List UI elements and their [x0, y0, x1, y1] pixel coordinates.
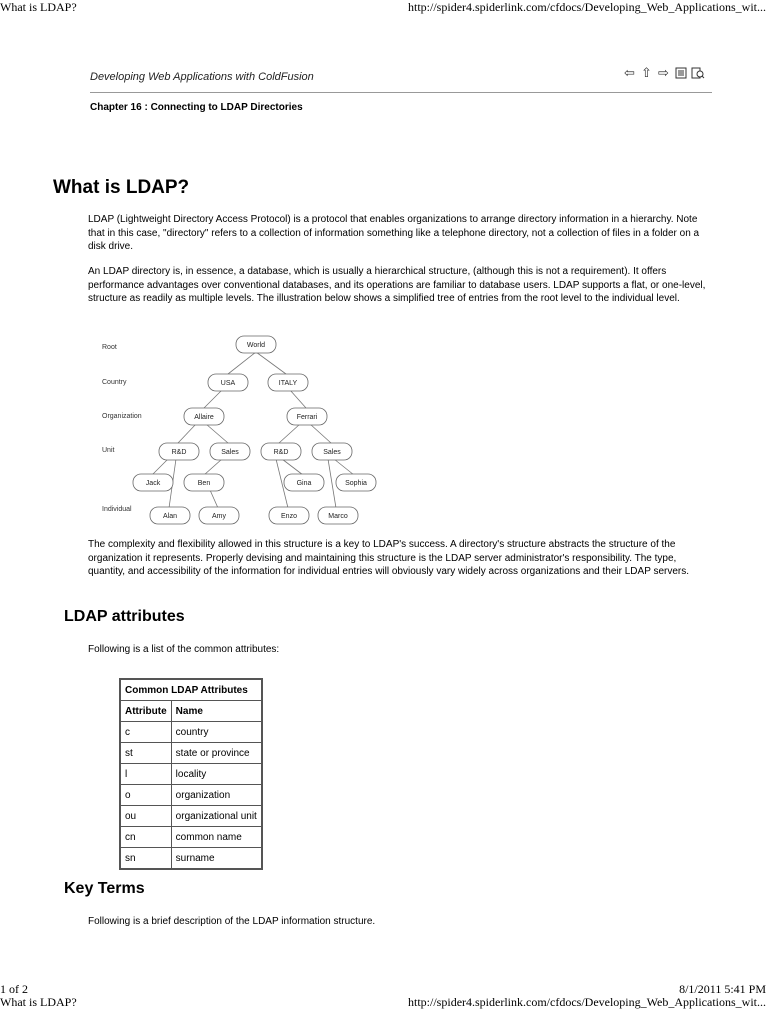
attr-cell: o	[120, 785, 171, 806]
name-cell: common name	[171, 827, 262, 848]
table-row	[120, 785, 262, 806]
node-rd-allaire: R&D	[171, 449, 187, 456]
next-arrow-icon[interactable]: ⇨	[658, 65, 669, 80]
print-footer-datetime: 8/1/2011 5:41 PM	[679, 982, 766, 996]
attr-cell: ou	[120, 806, 171, 827]
header-rule	[90, 92, 712, 93]
key-terms-heading: Key Terms	[64, 880, 145, 897]
attr-cell: c	[120, 722, 171, 743]
name-cell: state or province	[171, 743, 262, 764]
table-caption: Common LDAP Attributes	[120, 679, 262, 701]
node-ferrari: Ferrari	[296, 414, 318, 421]
attr-cell: st	[120, 743, 171, 764]
level-label-unit: Unit	[102, 447, 115, 454]
ldap-tree-diagram	[96, 330, 386, 530]
book-title: Developing Web Applications with ColdFusion	[90, 71, 314, 83]
print-footer-url: http://spider4.spiderlink.com/cfdocs/Developing_Web_Applications_wit...	[408, 995, 766, 1009]
node-world: World	[246, 342, 266, 349]
node-rd-ferrari: R&D	[273, 449, 289, 456]
print-footer-title: What is LDAP?	[0, 995, 77, 1009]
table-row	[120, 743, 262, 764]
name-cell: surname	[171, 848, 262, 870]
page-title: What is LDAP?	[53, 177, 190, 198]
node-amy: Amy	[212, 513, 226, 520]
col-header-attribute: Attribute	[120, 701, 171, 722]
directory-paragraph: An LDAP directory is, in essence, a database, which is usually a hierarchical structure, (although this is not a requirement). It offers performance advantages over conventional databases, and its operations are familiar to database users. LDAP supports a flat, or one-level, structure as readily as multiple levels. The illustration below shows a simplified tree of entries from the root level to the individual level.	[88, 266, 706, 304]
name-cell: organization	[171, 785, 262, 806]
node-allaire: Allaire	[194, 414, 214, 421]
previous-arrow-icon[interactable]: ⇦	[624, 65, 635, 80]
level-label-country: Country	[102, 379, 127, 386]
node-sales-ferrari: Sales	[323, 449, 341, 456]
col-header-name: Name	[171, 701, 262, 722]
level-label-root: Root	[102, 344, 117, 351]
up-arrow-icon[interactable]: ⇧	[641, 65, 652, 80]
node-marco: Marco	[328, 513, 348, 520]
node-sophia: Sophia	[345, 480, 367, 487]
attributes-heading: LDAP attributes	[64, 608, 185, 625]
complexity-paragraph: The complexity and flexibility allowed in this structure is a key to LDAP's success. A directory's structure abstracts the structure of the organization it represents. Properly devising and maintaining this structure is the LDAP server administrator's responsibility. The type, quantity, and accessibility of the information for individual entries will obviously vary widely across organizations and their LDAP servers.	[88, 539, 690, 577]
name-cell: locality	[171, 764, 262, 785]
chapter-title: Chapter 16 : Connecting to LDAP Directories	[90, 102, 303, 113]
table-row	[120, 764, 262, 785]
nav-icon-bar	[622, 65, 705, 80]
table-row	[120, 722, 262, 743]
name-cell: country	[171, 722, 262, 743]
attr-cell: sn	[120, 848, 171, 870]
level-label-organization: Organization	[102, 413, 142, 420]
node-enzo: Enzo	[281, 513, 297, 520]
print-footer-page-count: 1 of 2	[0, 982, 28, 996]
attr-cell: cn	[120, 827, 171, 848]
key-terms-intro: Following is a brief description of the LDAP information structure.	[88, 916, 376, 927]
table-row	[120, 848, 262, 870]
contents-icon[interactable]	[673, 65, 688, 80]
print-header-url: http://spider4.spiderlink.com/cfdocs/Developing_Web_Applications_wit...	[408, 0, 766, 14]
node-ben: Ben	[197, 480, 211, 487]
table-row	[120, 806, 262, 827]
name-cell: organizational unit	[171, 806, 262, 827]
node-italy: ITALY	[278, 380, 298, 387]
index-icon[interactable]	[690, 65, 705, 80]
intro-paragraph: LDAP (Lightweight Directory Access Protocol) is a protocol that enables organizations to arrange directory information in a hierarchy. Note that in this case, "directory" refers to a collection of information something like a telephone directory, not a collection of files in a folder on a disk drive.	[88, 214, 700, 252]
attributes-intro: Following is a list of the common attributes:	[88, 644, 280, 655]
node-gina: Gina	[296, 480, 312, 487]
level-label-individual: Individual	[102, 506, 132, 513]
table-row	[120, 827, 262, 848]
print-header-title: What is LDAP?	[0, 0, 77, 14]
node-alan: Alan	[162, 513, 178, 520]
node-usa: USA	[220, 380, 236, 387]
attr-cell: l	[120, 764, 171, 785]
attributes-table	[119, 678, 263, 870]
node-sales-allaire: Sales	[221, 449, 239, 456]
node-jack: Jack	[145, 480, 161, 487]
